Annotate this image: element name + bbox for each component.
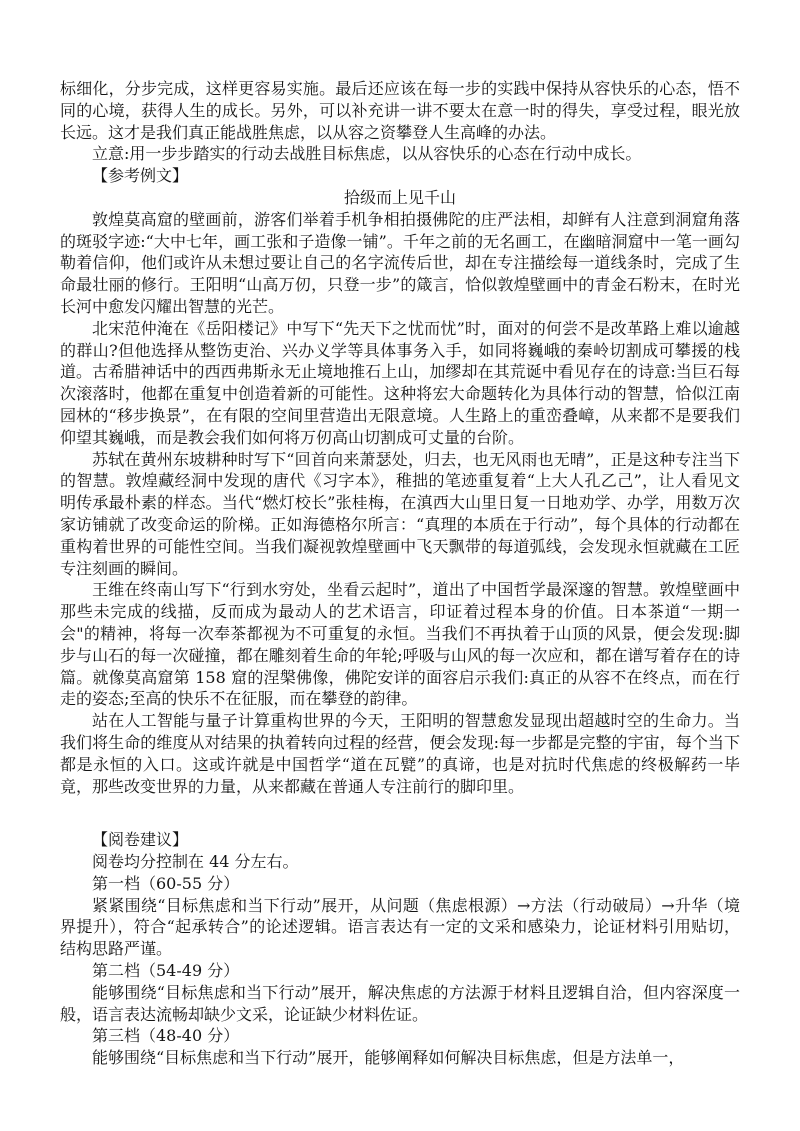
tier-2-description: 能够围绕“目标焦虑和当下行动”展开，解决焦虑的方法源于材料且逻辑自洽，但内容深度一般，语言表达流畅却缺少文采，论证缺少材料佐证。 xyxy=(60,982,740,1024)
analysis-section xyxy=(60,78,740,165)
grading-tier-1 xyxy=(60,873,740,960)
essay-paragraph-4: 王维在终南山写下“行到水穷处，坐看云起时”，道出了中国哲学最深邃的智慧。敦煌壁画中那些未完成的线描，反而成为最动人的艺术语言，印证着过程本身的价值。日本茶道“一期一会"的精神，将每一次奉茶都视为不可重复的永恒。当我们不再执着于山顶的风景，便会发现:脚步与山石的每一次碰撞，都在雕刻着生命的年轮;呼吸与山风的每一次应和，都在谱写着存在的诗篇。就像莫高窟第 158 窟的涅槃佛像，佛陀安详的面容启示我们:真正的从容不在终点，而在行走的姿态;至高的快乐不在征服，而在攀登的韵律。 xyxy=(60,580,740,709)
tier-1-description: 紧紧围绕“目标焦虑和当下行动”展开，从问题（焦虑根源）→方法（行动破局）→升华（境界提升），符合“起承转合”的论述逻辑。语言表达有一定的文采和感染力，论证材料引用贴切，结构思路严谨。 xyxy=(60,895,740,959)
essay-paragraph-3: 苏轼在黄州东坡耕种时写下“回首向来萧瑟处，归去，也无风雨也无晴”，正是这种专注当下的智慧。敦煌藏经洞中发现的唐代《习字本》，稚拙的笔迹重复着“上大人孔乙己”，让人看见文明传承最朴素的样态。当代“燃灯校长”张桂梅，在滇西大山里日复一日地劝学、办学，用数万次家访铺就了改变命运的阶梯。正如海德格尔所言：“真理的本质在于行动”，每个具体的行动都在重构着世界的可能性空间。当我们凝视敦煌壁画中飞天飘带的每道弧线，会发现永恒就藏在工匠专注刻画的瞬间。 xyxy=(60,449,740,578)
grading-tier-3 xyxy=(60,1025,740,1069)
essay-paragraph-2: 北宋范仲淹在《岳阳楼记》中写下“先天下之忧而忧”时，面对的何尝不是改革路上难以逾越的群山?但他选择从整饬吏治、兴办义学等具体事务入手，如同将巍峨的秦岭切割成可攀援的栈道。古希腊神话中的西西弗斯永无止境地推石上山，加缪却在其荒诞中看见存在的诗意:当巨石每次滚落时，他都在重复中创造着新的可能性。这种将宏大命题转化为具体行动的智慧，恰似江南园林的“移步换景”，在有限的空间里营造出无限意境。人生路上的重峦叠嶂，从来都不是要我们仰望其巍峨，而是教会我们如何将万仞高山切割成可丈量的台阶。 xyxy=(60,318,740,447)
grading-tier-2 xyxy=(60,960,740,1025)
analysis-continuation-text: 标细化，分步完成，这样更容易实施。最后还应该在每一步的实践中保持从容快乐的心态，悟不同的心境，获得人生的成长。另外，可以补充讲一讲不要太在意一时的得失，享受过程，眼光放长远。这才是我们真正能战胜焦虑，以从容之资攀登人生高峰的办法。 xyxy=(60,79,740,142)
grading-heading: 【阅卷建议】 xyxy=(92,830,189,850)
grading-average-line: 阅卷均分控制在 44 分左右。 xyxy=(92,852,299,872)
essay-paragraph-1: 敦煌莫高窟的壁画前，游客们举着手机争相拍摄佛陀的庄严法相，却鲜有人注意到洞窟角落的斑驳字迹:“大中七年，画工张和子造像一铺”。千年之前的无名画工，在幽暗洞窟中一笔一画勾勒着信仰，他们或许从未想过要让自己的名字流传后世，却在专注描绘每一道线条时，完成了生命最壮丽的修行。王阳明“山高万仞，只登一步”的箴言，恰似敦煌壁画中的青金石粉末，在时光长河中愈发闪耀出智慧的光芒。 xyxy=(60,209,740,316)
grading-section xyxy=(60,829,740,1069)
essay-title: 拾级而上见千山 xyxy=(343,187,456,207)
tier-3-label: 第三档（48-40 分） xyxy=(92,1026,240,1046)
essay-paragraph-5: 站在人工智能与量子计算重构世界的今天，王阳明的智慧愈发显现出超越时空的生命力。当我们将生命的维度从对结果的执着转向过程的经营，便会发现:每一步都是完整的宇宙，每个当下都是永恒的入口。这或许就是中国哲学“道在瓦甓”的真谛，也是对抗时代焦虑的终极解药一毕竟，那些改变世界的力量，从来都藏在普通人专注前行的脚印里。 xyxy=(60,711,740,796)
example-essay-heading: 【参考例文】 xyxy=(92,166,189,186)
example-essay-section xyxy=(60,165,740,797)
intent-line: 立意:用一步步踏实的行动去战胜目标焦虑，以从容快乐的心态在行动中成长。 xyxy=(92,144,642,164)
tier-1-label: 第一档（60-55 分） xyxy=(92,873,240,893)
tier-2-label: 第二档（54-49 分） xyxy=(92,961,240,981)
tier-3-description: 能够围绕“目标焦虑和当下行动”展开，能够阐释如何解决目标焦虑，但是方法单一， xyxy=(92,1048,685,1068)
